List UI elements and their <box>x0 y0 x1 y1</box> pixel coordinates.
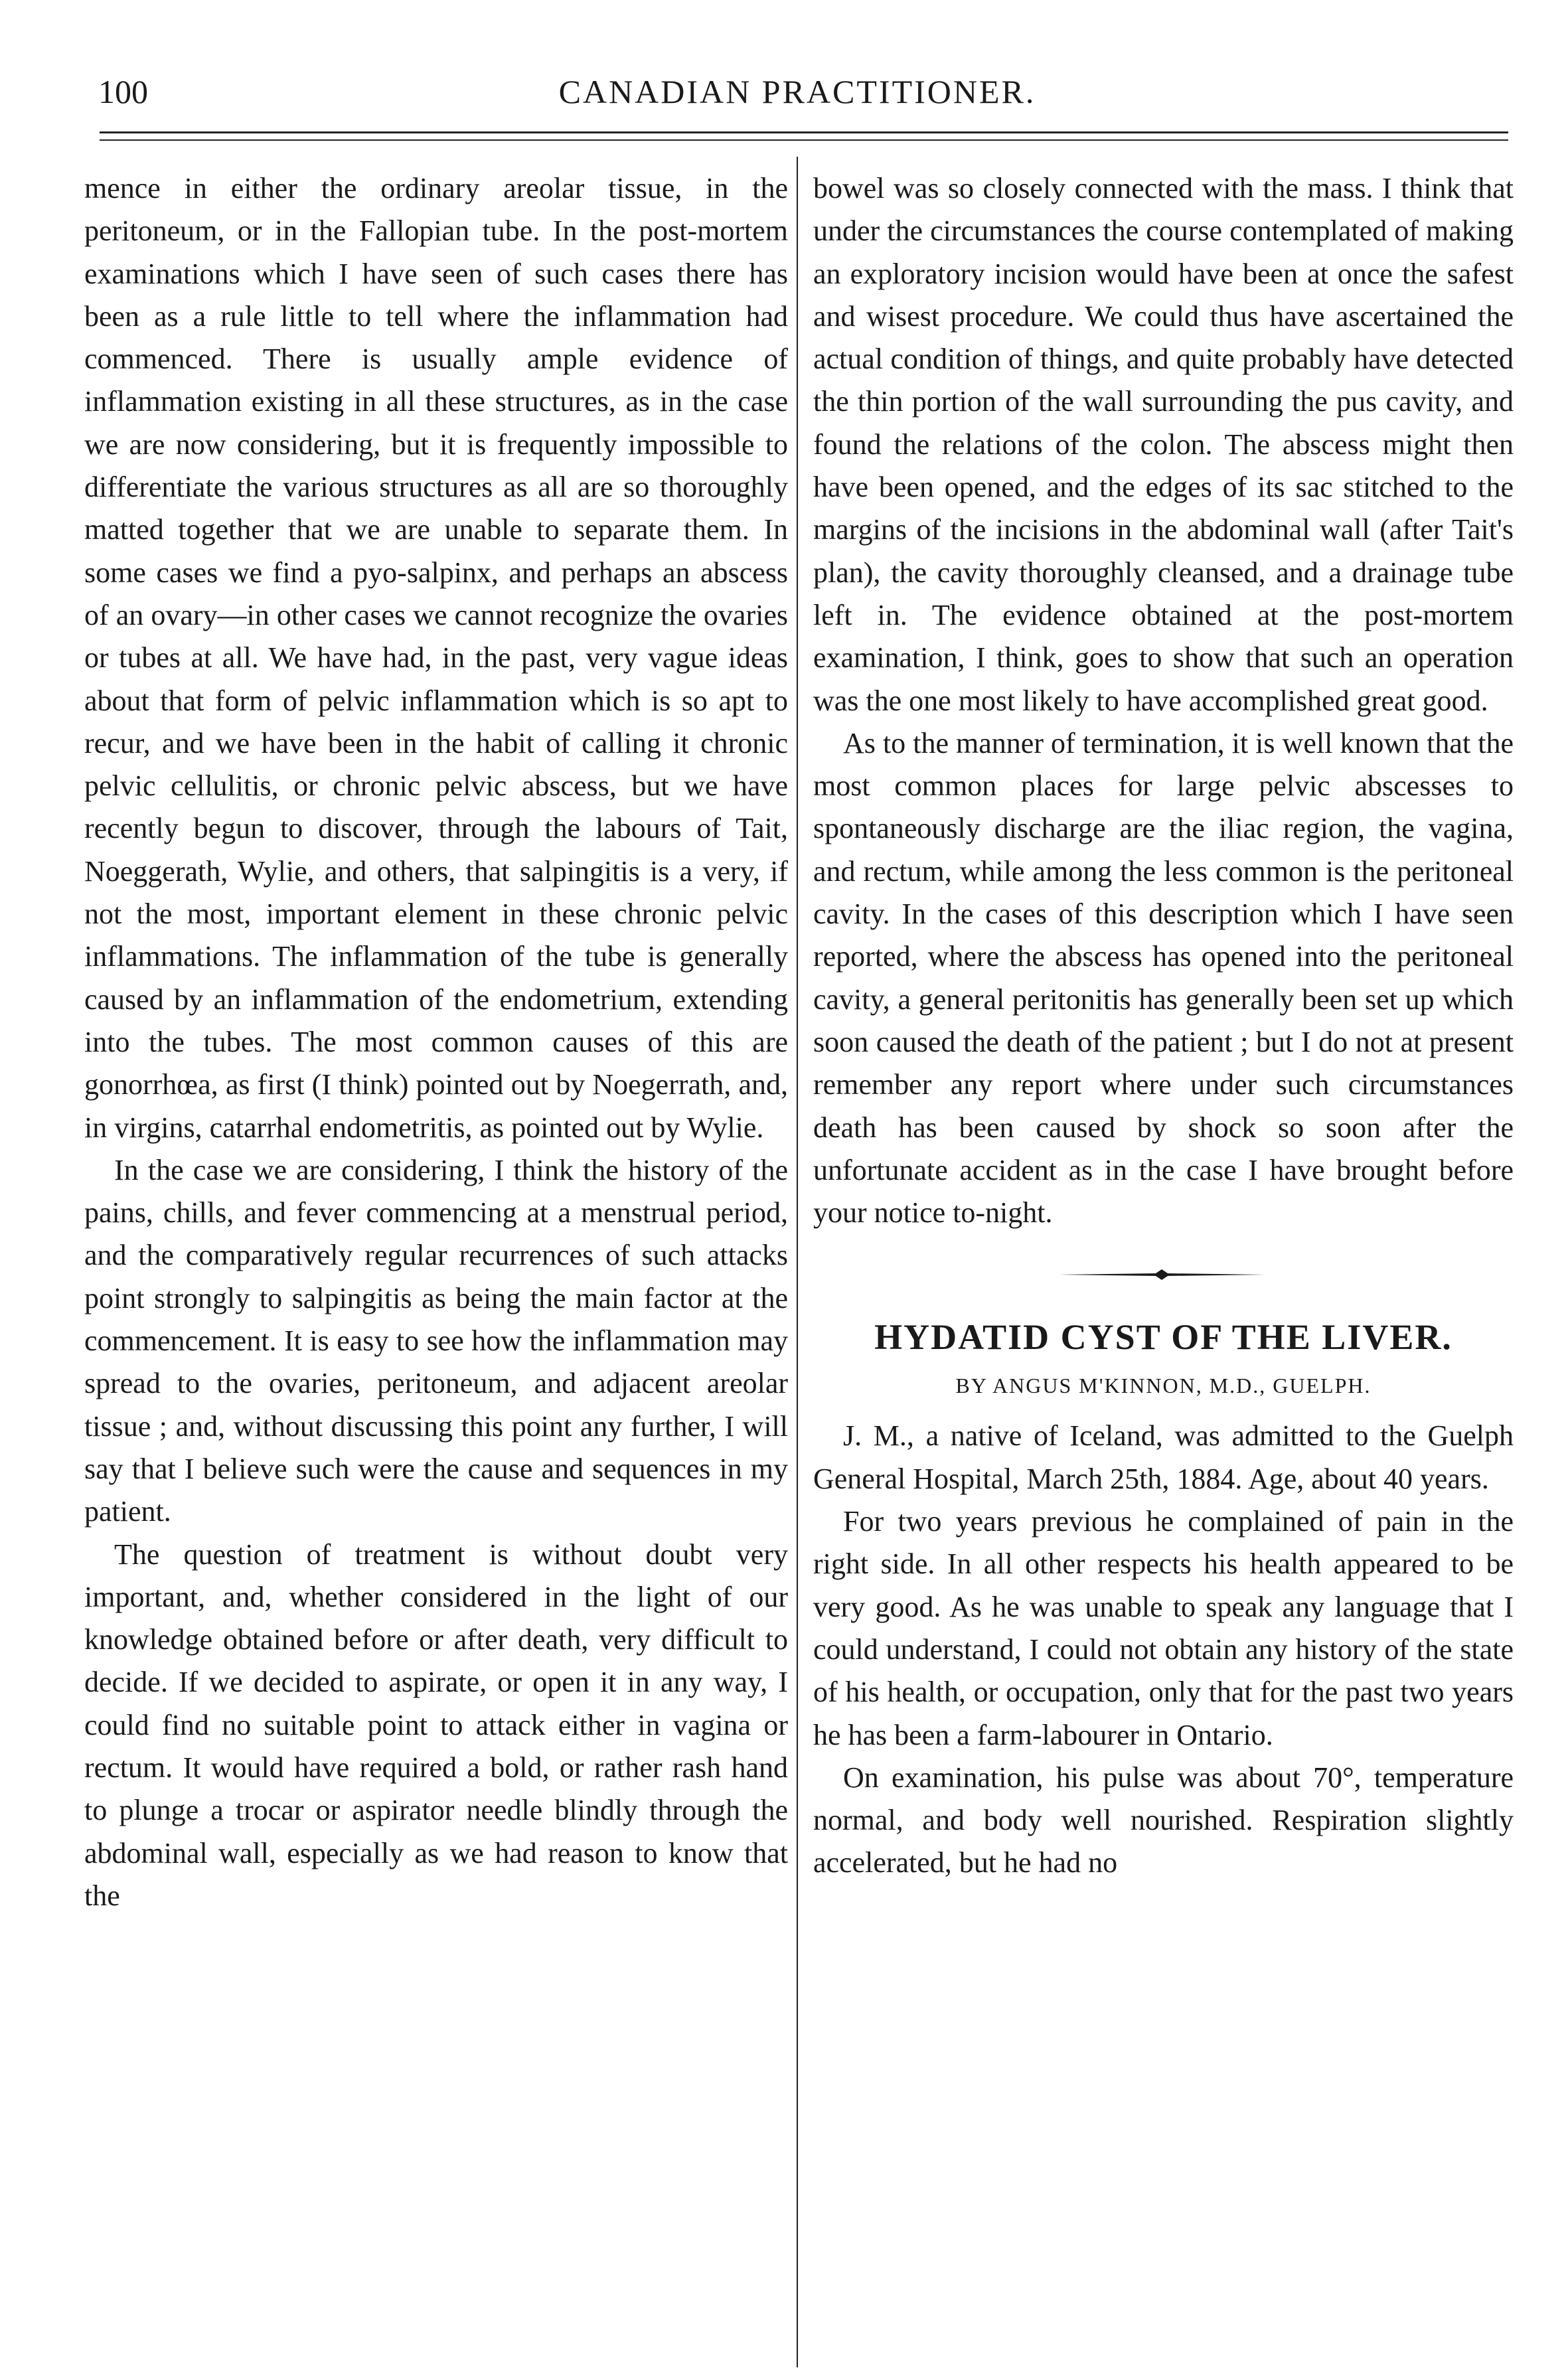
left-column <box>84 167 788 1917</box>
left-paragraph-2: In the case we are considering, I think the history of the pains, chills, and fever commencing at a menstrual period, and the comparatively regular recurrences of such attacks point strongly to salpingitis as being the main factor at the commencement. It is easy to see how the inflammation may spread to the ovaries, peritoneum, and adjacent areolar tissue ; and, without discussing this point any further, I will say that I believe such were the cause and sequences in my patient. <box>84 1153 788 1528</box>
article-byline: BY ANGUS M'KINNON, M.D., GUELPH. <box>955 1374 1372 1398</box>
page-number: 100 <box>98 73 148 110</box>
article-title: HYDATID CYST OF THE LIVER. <box>874 1317 1452 1358</box>
header-rule <box>100 131 1508 133</box>
article-paragraph-2: For two years previous he complained of pain in the right side. In all other respects his health appeared to be very good. As he was unable to speak any language that I could understand, I could not obtain any history of the state of his health, or occupation, only that for the past two years he has been a farm-labourer in Ontario. <box>813 1505 1514 1751</box>
left-paragraph-3: The question of treatment is without doubt very important, and, whether considered in the light of our knowledge obtained before or after death, very difficult to decide. If we decided to aspirate, or open it in any way, I could find no suitable point to attack either in vagina or rectum. It would have required a bold, or rather rash hand to plunge a trocar or aspirator needle blindly through the abdominal wall, especially as we had reason to know that the <box>84 1538 788 1912</box>
section-ornament <box>813 1234 1514 1314</box>
right-paragraph-1: bowel was so closely connected with the mass. I think that under the circumstances the course contemplated of making an exploratory incision would have been at once the safest and wisest procedure. We could thus have ascertained the actual condition of things, and quite probably have detected the thin portion of the wall surrounding the pus cavity, and found the relations of the colon. The abscess might then have been opened, and the edges of its sac stitched to the margins of the incisions in the abdominal wall (after Tait's plan), the cavity thoroughly cleansed, and a drainage tube left in. The evidence obtained at the post-mortem examination, I think, goes to show that such an operation was the one most likely to have accomplished great good. <box>813 172 1514 717</box>
article-paragraph-1: J. M., a native of Iceland, was admitted to the Guelph General Hospital, March 25th, 1884. Age, about 40 years. <box>813 1419 1514 1495</box>
article-paragraph-3: On examination, his pulse was about 70°, temperature normal, and body well nourished. Respiration slightly accelerated, but he had no <box>813 1761 1514 1879</box>
right-column <box>813 167 1514 1885</box>
header-rule-thin <box>100 139 1508 141</box>
left-paragraph-1: mence in either the ordinary areolar tissue, in the peritoneum, or in the Fallopian tube. In the post-mortem examinations which I have seen of such cases there has been as a rule little to tell where the inflammation had commenced. There is usually ample evidence of inflammation existing in all these structures, as in the case we are now considering, but it is frequently impossible to differentiate the various structures as all are so thoroughly matted together that we are unable to separate them. In some cases we find a pyo-salpinx, and perhaps an abscess of an ovary—in other cases we cannot recognize the ovaries or tubes at all. We have had, in the past, very vague ideas about that form of pelvic inflammation which is so apt to recur, and we have been in the habit of calling it chronic pelvic cellulitis, or chronic pelvic abscess, but we have recently begun to discover, through the labours of Tait, Noeggerath, Wylie, and others, that salpingitis is a very, if not the most, important element in these chronic pelvic inflammations. The inflammation of the tube is generally caused by an inflammation of the endometrium, extending into the tubes. The most common causes of this are gonorrhœa, as first (I think) pointed out by Noegerrath, and, in virgins, catarrhal endometritis, as pointed out by Wylie. <box>84 172 788 1144</box>
running-title: CANADIAN PRACTITIONER. <box>558 73 1036 110</box>
right-paragraph-2: As to the manner of termination, it is well known that the most common places for large pelvic abscesses to spontaneously discharge are the iliac region, the vagina, and rectum, while among the less common is the peritoneal cavity. In the cases of this description which I have seen reported, where the abscess has opened into the peritoneal cavity, a general peritonitis has generally been set up which soon caused the death of the patient ; but I do not at present remember any report where under such circumstances death has been caused by shock so soon after the unfortunate accident as in the case I have brought before your notice to-night. <box>813 726 1514 1230</box>
column-divider <box>797 157 798 2367</box>
page-header <box>86 72 1508 118</box>
ornamental-rule-icon <box>1059 1265 1265 1285</box>
